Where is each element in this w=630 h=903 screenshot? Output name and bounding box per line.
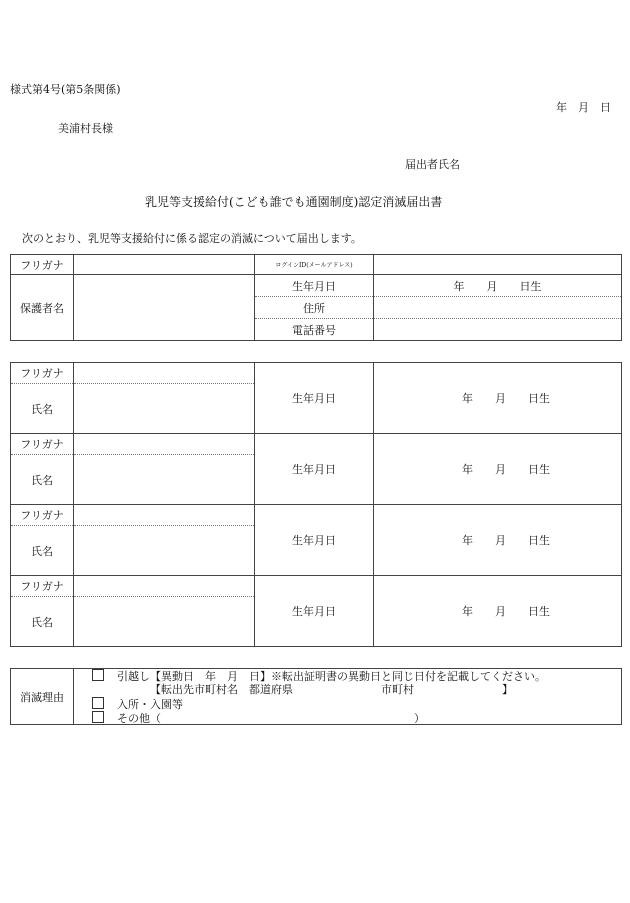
other-checkbox[interactable]	[92, 711, 104, 723]
guardian-birth-label: 生年月日	[255, 275, 374, 297]
guardian-furigana-field[interactable]	[74, 255, 255, 275]
child-furigana-field[interactable]	[74, 363, 255, 384]
guardian-birth-value: 年 月 日生	[453, 279, 542, 293]
login-id-label: ログインID(メールアドレス)	[255, 255, 374, 275]
guardian-address-field[interactable]	[374, 297, 622, 319]
children-table	[10, 362, 622, 647]
child-name-label: 氏名	[11, 597, 74, 647]
admission-checkbox[interactable]	[92, 697, 104, 709]
reason-option-admission[interactable]	[92, 697, 630, 712]
guardian-phone-field[interactable]	[374, 319, 622, 341]
reason-option-other[interactable]	[92, 711, 630, 726]
guardian-name-field[interactable]	[74, 275, 255, 341]
guardian-phone-label: 電話番号	[255, 319, 374, 341]
child-name-label: 氏名	[11, 384, 74, 434]
child-name-field[interactable]	[74, 597, 255, 647]
date-line: 年 月 日	[556, 101, 611, 114]
child-birth-field[interactable]	[374, 363, 622, 434]
intro-text: 次のとおり、乳児等支援給付に係る認定の消滅について届出します。	[22, 232, 362, 245]
child-birth-field[interactable]	[374, 505, 622, 576]
child-furigana-field[interactable]	[74, 576, 255, 597]
guardian-table	[10, 254, 622, 341]
child-furigana-label: フリガナ	[11, 576, 74, 597]
guardian-name-label: 保護者名	[11, 275, 74, 341]
admission-option-text: 入所・入園等	[117, 697, 183, 711]
addressee: 美浦村長様	[58, 122, 113, 135]
child-birth-field[interactable]	[374, 434, 622, 505]
guardian-furigana-label: フリガナ	[11, 255, 74, 275]
child-birth-label: 生年月日	[255, 505, 374, 576]
applicant-name-label: 届出者氏名	[405, 158, 460, 171]
moving-checkbox[interactable]	[92, 669, 104, 681]
child-furigana-label: フリガナ	[11, 505, 74, 526]
child-name-field[interactable]	[74, 384, 255, 434]
moving-destination-line: 【転出先市町村名 都道府県 市町村 】	[150, 682, 513, 696]
child-birth-value: 年 月 日生	[462, 392, 550, 405]
guardian-address-label: 住所	[255, 297, 374, 319]
child-name-field[interactable]	[74, 455, 255, 505]
child-name-field[interactable]	[74, 526, 255, 576]
other-option-text: その他（ ）	[117, 712, 425, 726]
child-name-label: 氏名	[11, 526, 74, 576]
child-name-label: 氏名	[11, 455, 74, 505]
child-furigana-label: フリガナ	[11, 434, 74, 455]
page-title: 乳児等支援給付(こども誰でも通園制度)認定消滅届出書	[145, 195, 443, 209]
child-birth-label: 生年月日	[255, 576, 374, 647]
child-furigana-field[interactable]	[74, 505, 255, 526]
reason-options	[92, 669, 630, 726]
guardian-birth-field[interactable]	[374, 275, 622, 297]
child-birth-field[interactable]	[374, 576, 622, 647]
reason-option-moving[interactable]	[92, 669, 630, 684]
moving-option-text: 引越し【異動日 年 月 日】※転出証明書の異動日と同じ日付を記載してください。	[117, 670, 546, 683]
reason-label: 消滅理由	[11, 669, 74, 725]
login-id-field[interactable]	[374, 255, 622, 275]
form-number: 様式第4号(第5条関係)	[10, 83, 121, 96]
child-birth-label: 生年月日	[255, 434, 374, 505]
child-birth-value: 年 月 日生	[462, 463, 550, 476]
child-birth-label: 生年月日	[255, 363, 374, 434]
child-furigana-label: フリガナ	[11, 363, 74, 384]
child-birth-value: 年 月 日生	[462, 605, 550, 618]
child-furigana-field[interactable]	[74, 434, 255, 455]
child-birth-value: 年 月 日生	[462, 534, 550, 547]
